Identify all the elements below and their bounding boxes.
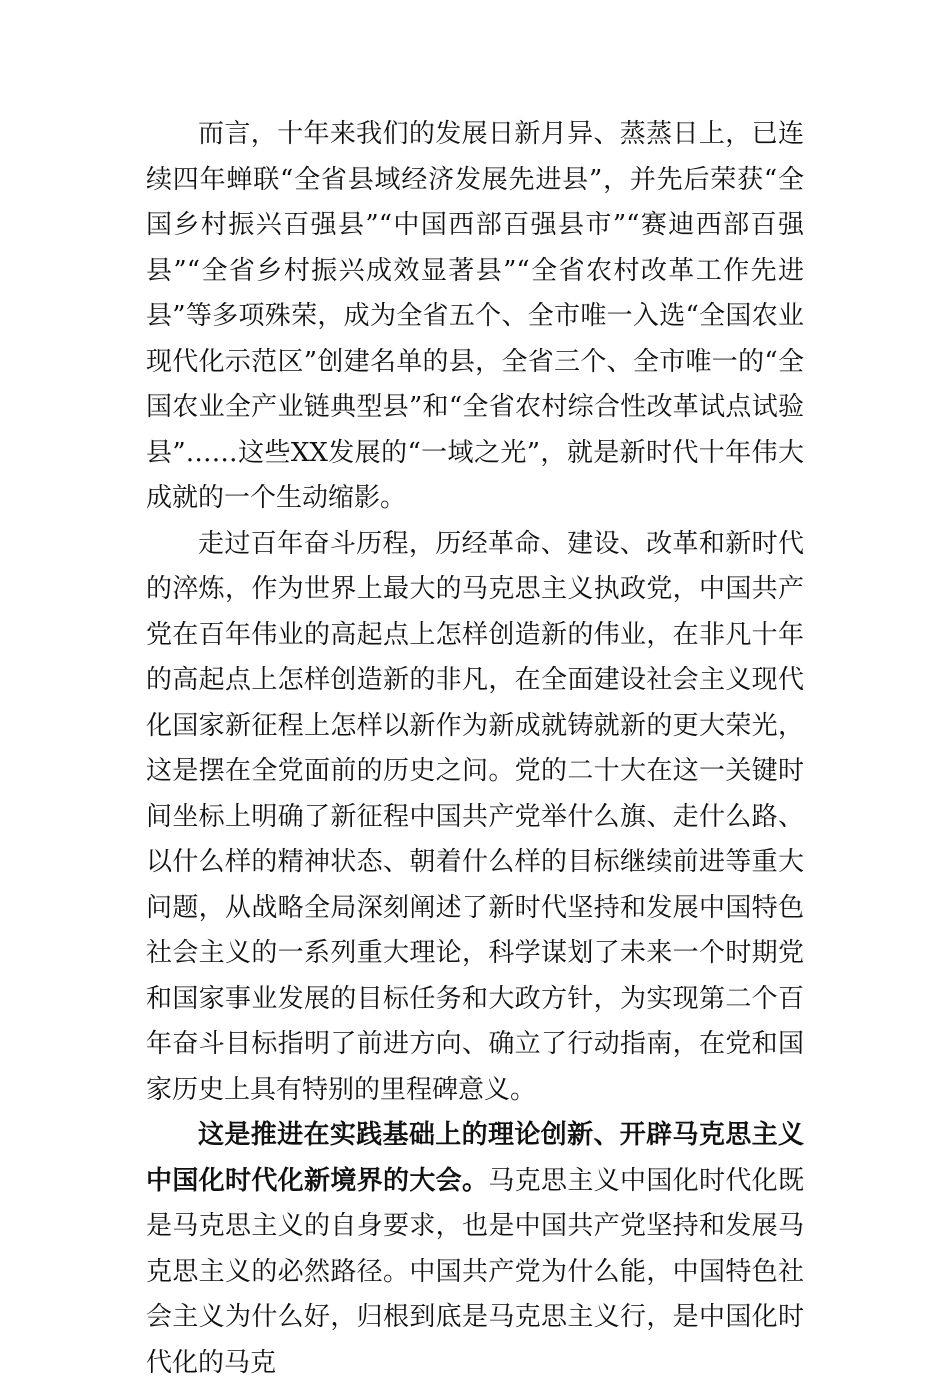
paragraph-2	[146, 522, 804, 1114]
paragraph-1-text: 而言，十年来我们的发展日新月异、蒸蒸日上，已连续四年蝉联“全省县域经济发展先进县”，并先后荣获“全国乡村振兴百强县”“中国西部百强县市”“赛迪西部百强县”“全省乡村振兴成效显著县”“全省农村改革工作先进县”等多项殊荣，成为全省五个、全市唯一入选“全国农业现代化示范区”创建名单的县，全省三个、全市唯一的“全国农业全产业链典型县”和“全省农村综合性改革试点试验县”……这些XX发展的“一域之光”，就是新时代十年伟大成就的一个生动缩影。	[146, 119, 804, 513]
paragraph-3-text: 马克思主义中国化时代化既是马克思主义的自身要求，也是中国共产党坚持和发展马克思主义的必然路径。中国共产党为什么能，中国特色社会主义为什么好，归根到底是马克思主义行，是中国化时代化的马克	[146, 1165, 804, 1378]
paragraph-2-text: 走过百年奋斗历程，历经革命、建设、改革和新时代的淬炼，作为世界上最大的马克思主义执政党，中国共产党在百年伟业的高起点上怎样创造新的伟业，在非凡十年的高起点上怎样创造新的非凡，在全面建设社会主义现代化国家新征程上怎样以新作为新成就铸就新的更大荣光，这是摆在全党面前的历史之问。党的二十大在这一关键时间坐标上明确了新征程中国共产党举什么旗、走什么路、以什么样的精神状态、朝着什么样的目标继续前进等重大问题，从战略全局深刻阐述了新时代坚持和发展中国特色社会主义的一系列重大理论，科学谋划了未来一个时期党和国家事业发展的目标任务和大政方针，为实现第二个百年奋斗目标指明了前进方向、确立了行动指南，在党和国家历史上具有特别的里程碑意义。	[146, 528, 804, 1105]
paragraph-3	[146, 1113, 804, 1386]
document-page	[146, 112, 804, 1386]
paragraph-3-lead-bold: 这是推进在实践基础上的理论创新、开辟马克思主义中国化时代化新境界的大会。	[146, 1120, 804, 1196]
paragraph-1	[146, 112, 804, 522]
